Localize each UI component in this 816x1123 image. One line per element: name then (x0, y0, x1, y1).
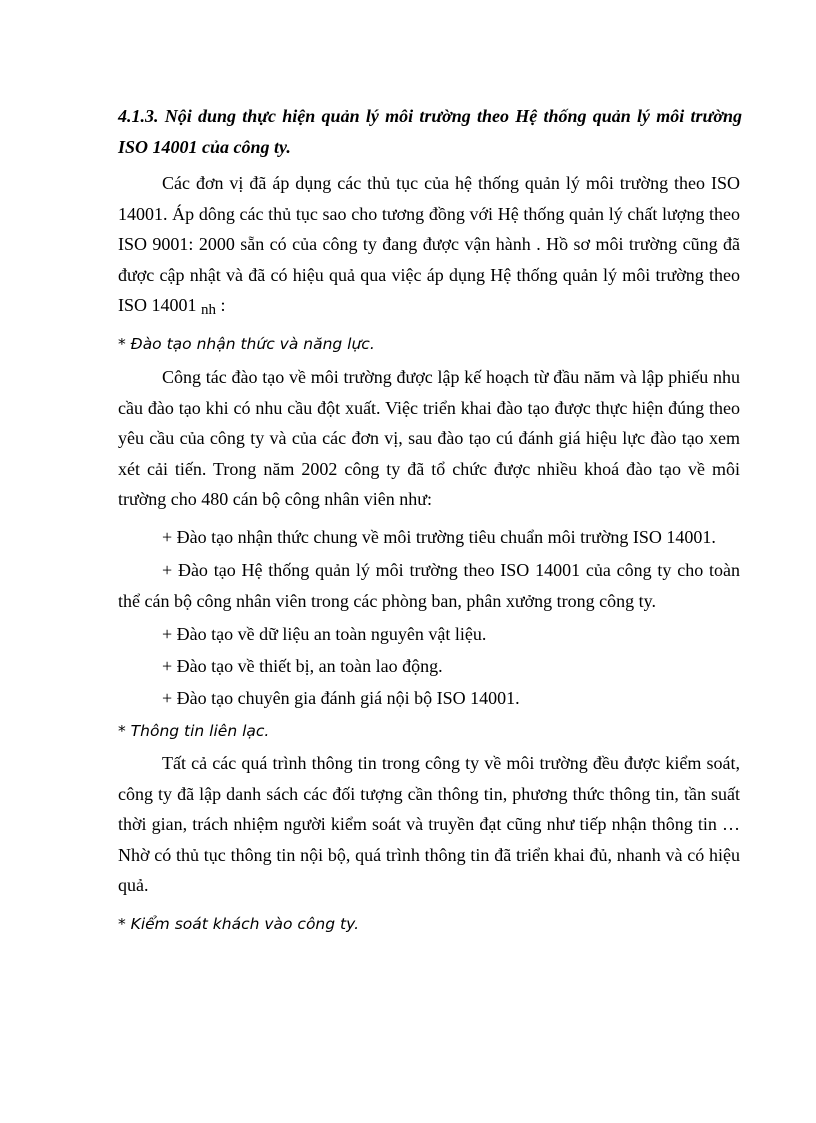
intro-text: Các đơn vị đã áp dụng các thủ tục của hệ thống quản lý môi trường theo ISO 14001. Áp dông các thủ tục sao cho tương đồng với Hệ thống quản lý chất lượng theo ISO 9001: 2000 sẵn có của công ty đang được vận hành . Hồ sơ môi trường cũng đã được cập nhật và đã có hiệu quả qua việc áp dụng Hệ thống quản lý môi trường theo ISO 14001 (118, 173, 740, 315)
training-item-4: + Đào tạo về thiết bị, an toàn lao động. (162, 656, 443, 676)
visitors-title: * Kiểm soát khách vào công ty. (118, 915, 359, 933)
communication-title: * Thông tin liên lạc. (118, 722, 270, 740)
training-title: * Đào tạo nhận thức và năng lực. (118, 335, 375, 353)
training-item-2: + Đào tạo Hệ thống quản lý môi trường theo ISO 14001 của công ty cho toàn thể cán bộ công nhân viên trong các phòng ban, phân xưởng trong công ty. (118, 560, 740, 611)
intro-tail-small: nh (201, 302, 217, 318)
intro-paragraph (118, 168, 740, 323)
section-heading: 4.1.3. Nội dung thực hiện quản lý môi trường theo Hệ thống quản lý môi trường ISO 14001 của công ty. (118, 106, 742, 157)
training-item-5: + Đào tạo chuyên gia đánh giá nội bộ ISO 14001. (162, 688, 520, 708)
training-item-1: + Đào tạo nhận thức chung về môi trường tiêu chuẩn môi trường ISO 14001. (162, 527, 716, 547)
communication-paragraph: Tất cả các quá trình thông tin trong công ty về môi trường đều được kiểm soát, công ty đã lập danh sách các đối tượng cần thông tin, phương thức thông tin, tần suất thời gian, trách nhiệm người kiểm soát và truyền đạt cũng như tiếp nhận thông tin … Nhờ có thủ tục thông tin nội bộ, quá trình thông tin đã triển khai đủ, nhanh và có hiệu quả. (118, 753, 740, 895)
intro-tail-colon: : (216, 295, 226, 315)
training-item-3: + Đào tạo về dữ liệu an toàn nguyên vật liệu. (162, 624, 487, 644)
training-paragraph: Công tác đào tạo về môi trường được lập kế hoạch từ đầu năm và lập phiếu nhu cầu đào tạo khi có nhu cầu đột xuất. Việc triển khai đào tạo được thực hiện đúng theo yêu cầu của công ty và của các đơn vị, sau đào tạo cú đánh giá hiệu lực đào tạo xem xét cải tiến. Trong năm 2002 công ty đã tổ chức được nhiều khoá đào tạo về môi trường cho 480 cán bộ công nhân viên như: (118, 367, 740, 509)
